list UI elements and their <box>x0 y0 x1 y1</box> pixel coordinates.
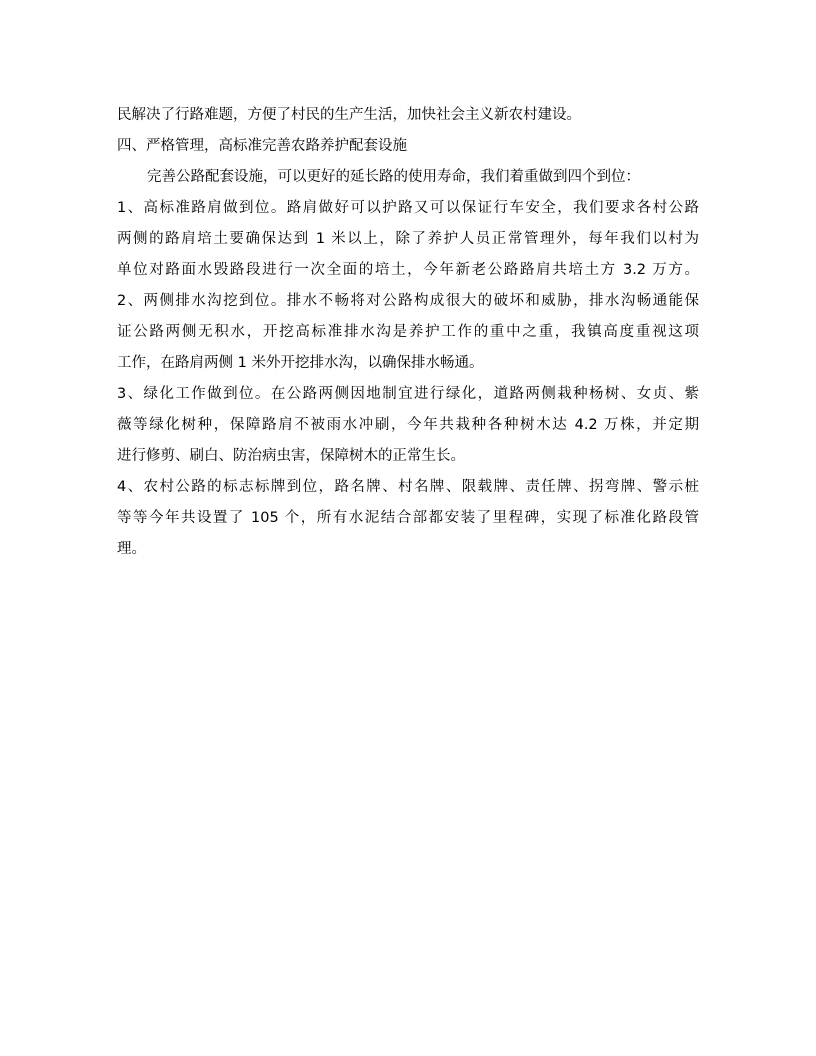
text-line-7: 2、两侧排水沟挖到位。排水不畅将对公路构成很大的破坏和威胁，排水沟畅通能保 <box>117 293 699 309</box>
document-body <box>117 100 699 565</box>
text-line-6: 单位对路面水毁路段进行一次全面的培土，今年新老公路路肩共培土方 3.2 万方。 <box>117 262 699 278</box>
text-line-13: 4、农村公路的标志标牌到位，路名牌、村名牌、限载牌、责任牌、拐弯牌、警示桩 <box>117 479 699 495</box>
text-line-1: 民解决了行路难题，方便了村民的生产生活，加快社会主义新农村建设。 <box>117 107 581 123</box>
text-line-8: 证公路两侧无积水，开挖高标准排水沟是养护工作的重中之重，我镇高度重视这项 <box>117 324 699 340</box>
text-line-9: 工作，在路肩两侧 1 米外开挖排水沟，以确保排水畅通。 <box>117 355 484 371</box>
text-line-10: 3、绿化工作做到位。在公路两侧因地制宜进行绿化，道路两侧栽种杨树、女贞、紫 <box>117 386 699 402</box>
text-line-4: 1、高标准路肩做到位。路肩做好可以护路又可以保证行车安全，我们要求各村公路 <box>117 200 699 216</box>
section-heading: 四、严格管理，高标准完善农路养护配套设施 <box>117 138 407 154</box>
text-line-15: 理。 <box>117 541 146 557</box>
text-line-3: 完善公路配套设施，可以更好的延长路的使用寿命，我们着重做到四个到位： <box>147 169 640 185</box>
text-line-5: 两侧的路肩培土要确保达到 1 米以上，除了养护人员正常管理外，每年我们以村为 <box>117 231 699 247</box>
text-line-12: 进行修剪、刷白、防治病虫害，保障树木的正常生长。 <box>117 448 465 464</box>
text-line-14: 等等今年共设置了 105 个，所有水泥结合部都安装了里程碑，实现了标准化路段管 <box>117 510 699 526</box>
text-line-11: 薇等绿化树种，保障路肩不被雨水冲刷，今年共栽种各种树木达 4.2 万株，并定期 <box>117 417 699 433</box>
